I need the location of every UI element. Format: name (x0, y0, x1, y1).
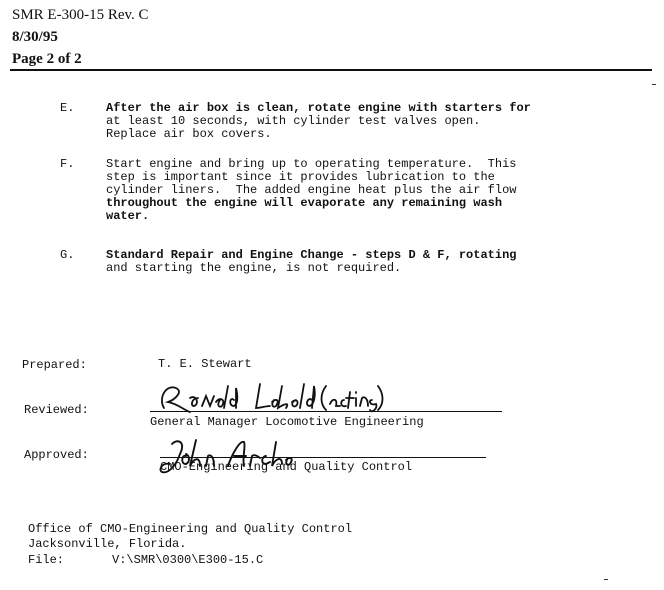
step-line: Standard Repair and Engine Change - steps D & F, rotating (106, 248, 517, 262)
step-text (106, 102, 646, 141)
step-letter: E. (60, 101, 75, 115)
approved-signature-line (160, 457, 486, 458)
step-line: cylinder liners. The added engine heat plus the air flow (106, 183, 517, 197)
step-line: After the air box is clean, rotate engine with starters for (106, 101, 531, 115)
header-divider (10, 69, 652, 71)
reviewed-signature-line (150, 411, 502, 412)
scan-speck (604, 579, 608, 580)
step-text (106, 249, 646, 275)
step-letter: G. (60, 248, 75, 262)
document-date: 8/30/95 (12, 29, 58, 45)
step-line: water. (106, 209, 150, 223)
prepared-name: T. E. Stewart (158, 357, 252, 371)
step-text (106, 158, 646, 223)
approved-signature-text: John Archer (156, 434, 163, 435)
step-line: at least 10 seconds, with cylinder test valves open. (106, 114, 481, 128)
reviewed-signature (150, 378, 390, 418)
reviewed-signature-text: Ronald Lebold (acting) (150, 378, 164, 379)
footer-file-row (28, 553, 263, 567)
step-line: and starting the engine, is not required. (106, 261, 402, 275)
footer-file-path: V:\SMR\0300\E300-15.C (112, 553, 264, 567)
step-line: throughout the engine will evaporate any remaining wash (106, 196, 503, 210)
step-line: Start engine and bring up to operating temperature. This (106, 157, 517, 171)
page-number: Page 2 of 2 (12, 51, 82, 67)
approved-title: CMO-Engineering and Quality Control (160, 460, 413, 474)
step-letter: F. (60, 157, 75, 171)
step-line: Replace air box covers. (106, 127, 272, 141)
step-line: step is important since it provides lubrication to the (106, 170, 495, 184)
scan-speck (652, 84, 656, 85)
footer-file-label: File: (28, 553, 65, 567)
reviewed-title: General Manager Locomotive Engineering (150, 415, 424, 429)
reviewed-label: Reviewed: (24, 403, 89, 417)
document-id: SMR E-300-15 Rev. C (12, 7, 149, 23)
approved-label: Approved: (24, 448, 89, 462)
footer-city: Jacksonville, Florida. (28, 537, 187, 551)
footer-office: Office of CMO-Engineering and Quality Control (28, 522, 353, 536)
prepared-label: Prepared: (22, 358, 87, 372)
